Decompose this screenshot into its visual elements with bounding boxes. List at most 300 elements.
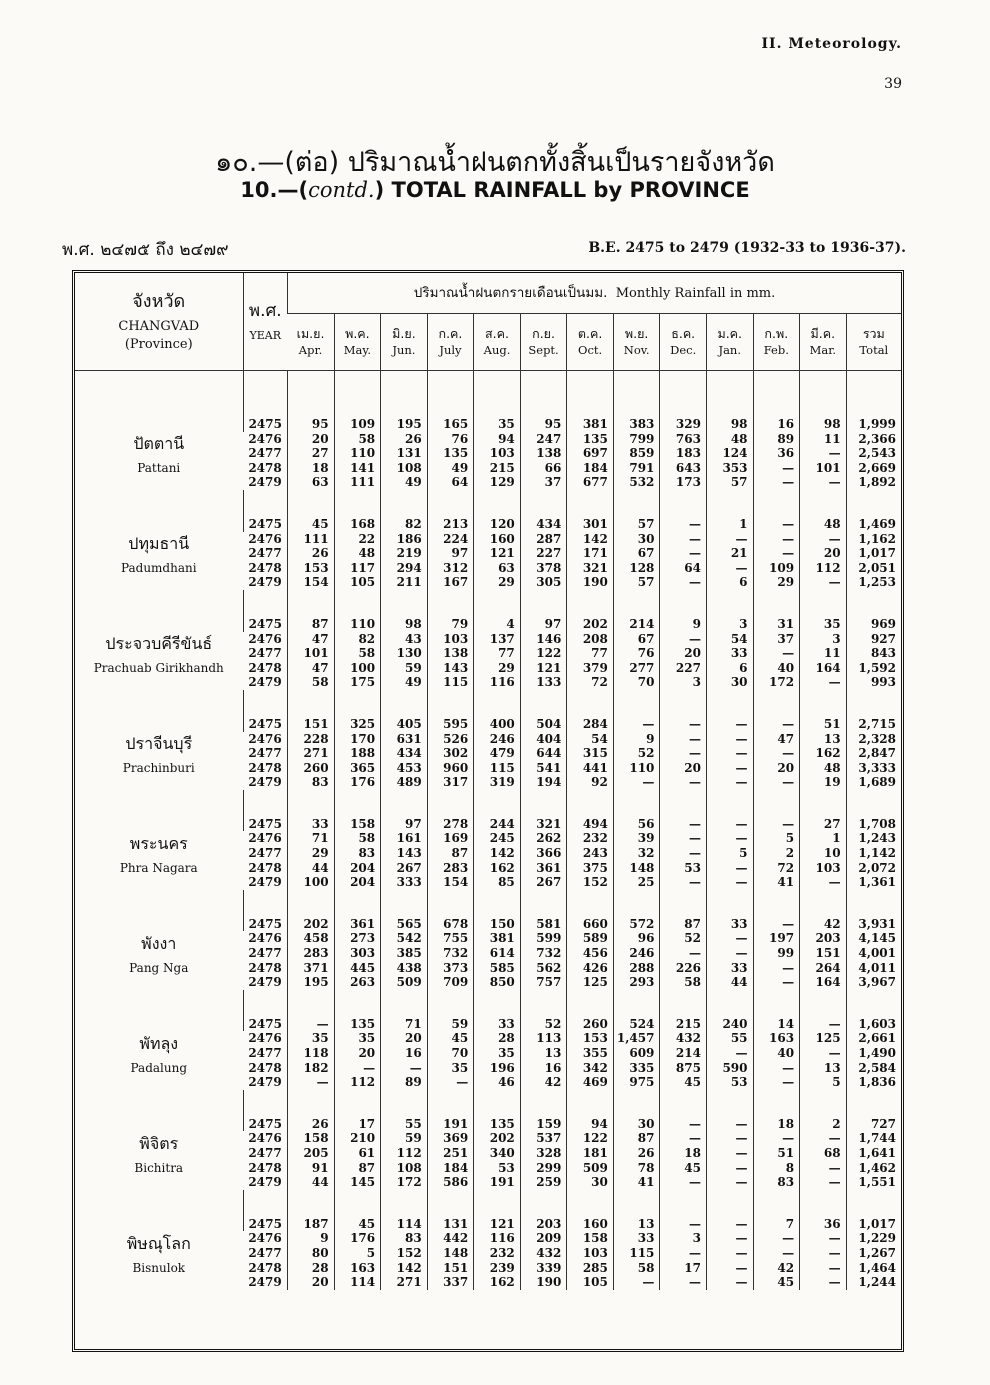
month-header-english: May. <box>343 342 371 357</box>
spacer-cell <box>613 790 660 817</box>
rainfall-cell: 71 <box>381 1017 428 1032</box>
rainfall-cell: — <box>660 732 707 747</box>
rainfall-cell: 145 <box>334 1175 381 1190</box>
total-cell: 1,469 <box>846 517 901 532</box>
rainfall-cell: 271 <box>288 746 335 761</box>
rainfall-cell: 78 <box>613 1161 660 1176</box>
rainfall-cell: 54 <box>706 632 753 647</box>
title-thai: ๑๐.—(ต่อ) ปริมาณน้ำฝนตกทั้งสิ้นเป็นรายจังหวัด <box>215 147 775 178</box>
title-contd: contd. <box>308 178 375 202</box>
rainfall-cell: 333 <box>381 875 428 890</box>
rainfall-cell: 273 <box>334 931 381 946</box>
rainfall-cell: 29 <box>753 575 800 590</box>
rainfall-cell: 56 <box>613 817 660 832</box>
rainfall-cell: 103 <box>567 1246 614 1261</box>
rainfall-cell: 168 <box>334 517 381 532</box>
total-cell: 2,051 <box>846 561 901 576</box>
spacer-cell <box>753 490 800 517</box>
rainfall-cell: — <box>800 1231 847 1246</box>
total-cell: 727 <box>846 1117 901 1132</box>
spacer-cell <box>753 590 800 617</box>
rainfall-cell: 400 <box>474 717 521 732</box>
rainfall-cell: — <box>660 946 707 961</box>
rainfall-cell: — <box>753 475 800 490</box>
month-header-thai: เม.ย. <box>296 325 325 341</box>
province-cell <box>75 417 243 490</box>
rainfall-cell: — <box>706 1275 753 1290</box>
rainfall-cell: 165 <box>427 417 474 432</box>
spacer-cell <box>334 690 381 717</box>
rainfall-cell: 103 <box>427 632 474 647</box>
rainfall-cell: 124 <box>706 446 753 461</box>
spacer-cell <box>706 1090 753 1117</box>
rainfall-cell: — <box>660 1217 707 1232</box>
spacer-cell <box>243 1190 288 1217</box>
rainfall-cell: 71 <box>288 831 335 846</box>
rainfall-cell: 453 <box>381 761 428 776</box>
month-header-english: Oct. <box>578 342 603 357</box>
province-name-thai: ประจวบคีรีขันธ์ <box>105 633 213 653</box>
rainfall-cell: 960 <box>427 761 474 776</box>
total-cell: 1,267 <box>846 1246 901 1261</box>
spacer-cell <box>660 371 707 418</box>
rainfall-cell: 108 <box>381 461 428 476</box>
rainfall-cell: 45 <box>753 1275 800 1290</box>
rainfall-cell: — <box>334 1061 381 1076</box>
rainfall-cell: — <box>706 861 753 876</box>
rainfall-cell: 48 <box>800 517 847 532</box>
rainfall-cell: 29 <box>474 661 521 676</box>
rainfall-cell: 87 <box>334 1161 381 1176</box>
rainfall-cell: — <box>753 917 800 932</box>
rainfall-cell: 146 <box>520 632 567 647</box>
rainfall-cell: 43 <box>381 632 428 647</box>
rainfall-cell: — <box>753 532 800 547</box>
rainfall-cell: 131 <box>381 446 428 461</box>
spacer-cell <box>846 890 901 917</box>
rainfall-cell: 55 <box>381 1117 428 1132</box>
rainfall-cell: 504 <box>520 717 567 732</box>
spacer-cell <box>520 1190 567 1217</box>
rainfall-cell: — <box>753 461 800 476</box>
rainfall-cell: 191 <box>427 1117 474 1132</box>
rainfall-cell: 159 <box>520 1117 567 1132</box>
rainfall-cell: 48 <box>706 432 753 447</box>
rainfall-cell: 110 <box>334 617 381 632</box>
rainfall-cell: 98 <box>800 417 847 432</box>
rainfall-cell: 172 <box>753 675 800 690</box>
rainfall-cell: 572 <box>613 917 660 932</box>
month-header <box>846 314 901 371</box>
month-header-english: Mar. <box>809 342 837 357</box>
rainfall-cell: 79 <box>427 617 474 632</box>
rainfall-cell: 288 <box>613 961 660 976</box>
rainfall-cell: 76 <box>427 432 474 447</box>
month-header-english: Feb. <box>763 342 789 357</box>
rainfall-cell: 53 <box>474 1161 521 1176</box>
table-row <box>75 917 901 932</box>
spacer-cell <box>381 371 428 418</box>
rainfall-cell: 53 <box>706 1075 753 1090</box>
rainfall-cell: 113 <box>520 1031 567 1046</box>
rainfall-cell: 263 <box>334 975 381 990</box>
year-cell: 2478 <box>248 1060 282 1075</box>
year-cell: 2476 <box>248 431 282 446</box>
rainfall-cell: 479 <box>474 746 521 761</box>
rainfall-cell: 211 <box>381 575 428 590</box>
month-header-thai: ส.ค. <box>485 325 509 341</box>
rainfall-cell: 26 <box>613 1146 660 1161</box>
rainfall-cell: 7 <box>753 1217 800 1232</box>
rainfall-cell: 121 <box>520 661 567 676</box>
rainfall-cell: 70 <box>427 1046 474 1061</box>
rainfall-cell: 138 <box>520 446 567 461</box>
spacer-cell <box>800 990 847 1017</box>
spacer-cell <box>567 1090 614 1117</box>
rainfall-cell: 565 <box>381 917 428 932</box>
spacer-cell <box>613 1190 660 1217</box>
rainfall-cell: 271 <box>381 1275 428 1290</box>
table-row <box>75 1217 901 1232</box>
rainfall-cell: 434 <box>520 517 567 532</box>
rainfall-cell: 405 <box>381 717 428 732</box>
total-cell: 1,551 <box>846 1175 901 1190</box>
spacer-cell <box>800 590 847 617</box>
spacer-cell <box>474 1190 521 1217</box>
rainfall-cell: 72 <box>753 861 800 876</box>
spacer-cell <box>75 990 243 1017</box>
spacer-cell <box>474 890 521 917</box>
year-cell: 2475 <box>243 1117 288 1132</box>
spacer-cell <box>243 590 288 617</box>
total-cell: 3,967 <box>846 975 901 990</box>
rainfall-cell: 16 <box>753 417 800 432</box>
rainfall-cell: 115 <box>474 761 521 776</box>
rainfall-cell: 586 <box>427 1175 474 1190</box>
rainfall-cell: 20 <box>660 646 707 661</box>
month-header-thai: ก.พ. <box>764 325 789 341</box>
total-cell: 1,229 <box>846 1231 901 1246</box>
province-cell <box>75 1217 243 1290</box>
spacer-cell <box>800 1090 847 1117</box>
rainfall-cell: — <box>753 546 800 561</box>
rainfall-cell: 120 <box>474 517 521 532</box>
rainfall-cell: 850 <box>474 975 521 990</box>
rainfall-cell: 509 <box>567 1161 614 1176</box>
rainfall-cell: 202 <box>567 617 614 632</box>
rainfall-cell: 19 <box>800 775 847 790</box>
rainfall-cell: 28 <box>288 1261 335 1276</box>
monthly-rainfall-header: ปริมาณน้ำฝนตกรายเดือนเป็นมม. Monthly Rainfall in mm. <box>288 273 901 314</box>
province-name-thai: ปราจีนบุรี <box>125 733 193 753</box>
spacer-cell <box>288 1190 335 1217</box>
rainfall-cell: 153 <box>288 561 335 576</box>
rainfall-cell: 137 <box>474 632 521 647</box>
rainfall-cell: 246 <box>474 732 521 747</box>
rainfall-cell: 96 <box>613 931 660 946</box>
rainfall-cell: 5 <box>334 1246 381 1261</box>
rainfall-cell: 54 <box>567 732 614 747</box>
year-column-header: พ.ศ. YEAR <box>243 273 288 371</box>
rainfall-cell: 77 <box>567 646 614 661</box>
rainfall-cell: 301 <box>567 517 614 532</box>
spacer-cell <box>288 690 335 717</box>
rainfall-cell: — <box>660 775 707 790</box>
rainfall-cell: 365 <box>334 761 381 776</box>
province-name-english: Padalung <box>130 1060 188 1075</box>
rainfall-cell: 171 <box>567 546 614 561</box>
rainfall-cell: 27 <box>800 817 847 832</box>
spacer-cell <box>613 1090 660 1117</box>
rainfall-cell: 41 <box>613 1175 660 1190</box>
rainfall-cell: 260 <box>567 1017 614 1032</box>
rainfall-cell: 143 <box>381 846 428 861</box>
rainfall-cell: 153 <box>567 1031 614 1046</box>
spacer-cell <box>334 590 381 617</box>
rainfall-cell: 130 <box>381 646 428 661</box>
rainfall-cell: 29 <box>288 846 335 861</box>
rainfall-cell: 115 <box>613 1246 660 1261</box>
province-name-thai: พิษณุโลก <box>126 1233 191 1253</box>
rainfall-cell: 94 <box>474 432 521 447</box>
year-cell: 2478 <box>248 660 282 675</box>
rainfall-cell: 562 <box>520 961 567 976</box>
rainfall-cell: 585 <box>474 961 521 976</box>
month-header-thai: พ.ค. <box>345 325 370 341</box>
rainfall-cell: — <box>706 561 753 576</box>
rainfall-cell: 59 <box>427 1017 474 1032</box>
rainfall-cell: 33 <box>288 817 335 832</box>
province-name-english: Prachinburi <box>122 760 195 775</box>
rainfall-cell: 51 <box>800 717 847 732</box>
spacer-cell <box>800 490 847 517</box>
province-name-english: Bisnulok <box>132 1260 186 1275</box>
rainfall-cell: 432 <box>660 1031 707 1046</box>
spacer-cell <box>381 690 428 717</box>
spacer-cell <box>613 890 660 917</box>
rainfall-cell: — <box>660 717 707 732</box>
rainfall-cell: 315 <box>567 746 614 761</box>
year-cell: 2477 <box>248 1245 282 1260</box>
total-cell: 4,001 <box>846 946 901 961</box>
rainfall-cell: 49 <box>381 475 428 490</box>
rainfall-cell: 369 <box>427 1131 474 1146</box>
spacer-cell <box>243 690 288 717</box>
rainfall-cell: — <box>660 575 707 590</box>
rainfall-cell: 445 <box>334 961 381 976</box>
spacer-cell <box>427 990 474 1017</box>
month-header <box>660 314 707 371</box>
rainfall-cell: — <box>660 817 707 832</box>
rainfall-cell: 13 <box>800 1061 847 1076</box>
rainfall-cell: 9 <box>613 732 660 747</box>
spacer-cell <box>753 371 800 418</box>
rainfall-cell: 49 <box>427 461 474 476</box>
rainfall-cell: 154 <box>288 575 335 590</box>
rainfall-cell: — <box>660 1131 707 1146</box>
year-cell: 2477 <box>248 946 282 961</box>
rainfall-cell: — <box>753 1061 800 1076</box>
total-cell: 2,328 <box>846 732 901 747</box>
rainfall-cell: 151 <box>288 717 335 732</box>
rainfall-cell: 283 <box>288 946 335 961</box>
rainfall-cell: 121 <box>474 546 521 561</box>
month-header-thai: ม.ค. <box>717 325 743 341</box>
rainfall-cell: 53 <box>660 861 707 876</box>
month-header-english: Total <box>859 342 889 357</box>
rainfall-cell: — <box>660 875 707 890</box>
spacer-cell <box>427 490 474 517</box>
year-cell: 2478 <box>248 1260 282 1275</box>
province-cell <box>75 1117 243 1190</box>
rainfall-cell: 35 <box>800 617 847 632</box>
rainfall-cell: 188 <box>334 746 381 761</box>
rainfall-cell: 35 <box>288 1031 335 1046</box>
rainfall-cell: 294 <box>381 561 428 576</box>
rainfall-cell: 116 <box>474 675 521 690</box>
rainfall-cell: — <box>706 1131 753 1146</box>
year-cell: 2477 <box>248 546 282 561</box>
spacer-cell <box>75 890 243 917</box>
rainfall-cell: 215 <box>474 461 521 476</box>
rainfall-cell: 5 <box>706 846 753 861</box>
spacer-cell <box>846 1190 901 1217</box>
rainfall-cell: — <box>706 1161 753 1176</box>
rainfall-cell: 285 <box>567 1261 614 1276</box>
total-cell: 2,715 <box>846 717 901 732</box>
month-header <box>288 314 335 371</box>
spacer-cell <box>660 1090 707 1117</box>
rainfall-cell: 187 <box>288 1217 335 1232</box>
month-header-english: Jan. <box>718 342 741 357</box>
year-cell: 2479 <box>248 1075 282 1090</box>
rainfall-cell: 251 <box>427 1146 474 1161</box>
province-cell <box>75 817 243 890</box>
rainfall-cell: 135 <box>474 1117 521 1132</box>
month-header <box>706 314 753 371</box>
rainfall-cell: 169 <box>427 831 474 846</box>
spacer-cell <box>520 371 567 418</box>
rainfall-cell: — <box>753 1075 800 1090</box>
rainfall-cell: 321 <box>520 817 567 832</box>
rainfall-cell: 160 <box>567 1217 614 1232</box>
rainfall-cell: 175 <box>334 675 381 690</box>
rainfall-cell: 21 <box>706 546 753 561</box>
rainfall-cell: — <box>706 1175 753 1190</box>
rainfall-cell: 16 <box>381 1046 428 1061</box>
rainfall-cell: 16 <box>520 1061 567 1076</box>
rainfall-cell: 105 <box>567 1275 614 1290</box>
year-cell: 2476 <box>248 631 282 646</box>
rainfall-cell: 64 <box>427 475 474 490</box>
rainfall-cell: 99 <box>753 946 800 961</box>
total-cell: 1,253 <box>846 575 901 590</box>
rainfall-cell: 76 <box>613 646 660 661</box>
rainfall-cell: 59 <box>381 661 428 676</box>
rainfall-cell: 677 <box>567 475 614 490</box>
spacer-cell <box>800 1190 847 1217</box>
rainfall-cell: 432 <box>520 1246 567 1261</box>
province-name-english: Pang Nga <box>129 960 189 975</box>
rainfall-cell: 4 <box>474 617 521 632</box>
rainfall-cell: 103 <box>474 446 521 461</box>
rainfall-cell: 278 <box>427 817 474 832</box>
rainfall-cell: 31 <box>753 617 800 632</box>
rainfall-cell: — <box>706 1146 753 1161</box>
rainfall-cell: 214 <box>660 1046 707 1061</box>
running-header: II. Meteorology. <box>761 36 902 52</box>
rainfall-cell: 142 <box>381 1261 428 1276</box>
spacer-cell <box>613 371 660 418</box>
rainfall-cell: 245 <box>474 831 521 846</box>
rainfall-cell: 267 <box>381 861 428 876</box>
year-cell: 2477 <box>248 846 282 861</box>
total-cell: 4,145 <box>846 931 901 946</box>
rainfall-cell: — <box>660 532 707 547</box>
rainfall-cell: 381 <box>474 931 521 946</box>
year-cell: 2476 <box>248 831 282 846</box>
rainfall-cell: 678 <box>427 917 474 932</box>
province-name-english: Padumdhani <box>120 560 197 575</box>
rainfall-cell: 39 <box>613 831 660 846</box>
rainfall-cell: — <box>660 632 707 647</box>
rainfall-cell: 3 <box>660 1231 707 1246</box>
spacer-cell <box>660 790 707 817</box>
rainfall-cell: 182 <box>288 1061 335 1076</box>
rainfall-cell: 183 <box>660 446 707 461</box>
rainfall-cell: 44 <box>288 1175 335 1190</box>
spacer-cell <box>660 1190 707 1217</box>
rainfall-cell: 8 <box>753 1161 800 1176</box>
rainfall-cell: 232 <box>567 831 614 846</box>
rainfall-cell: 321 <box>567 561 614 576</box>
spacer-cell <box>243 371 288 418</box>
rainfall-cell: 755 <box>427 931 474 946</box>
rainfall-cell: — <box>706 1231 753 1246</box>
rainfall-cell: 458 <box>288 931 335 946</box>
rainfall-cell: 209 <box>520 1231 567 1246</box>
spacer-cell <box>474 371 521 418</box>
month-header-english: Apr. <box>298 342 323 357</box>
rainfall-cell: 45 <box>288 517 335 532</box>
year-cell: 2478 <box>248 760 282 775</box>
province-name-thai: พระนคร <box>129 833 188 853</box>
rainfall-cell: 329 <box>660 417 707 432</box>
total-cell: 2,543 <box>846 446 901 461</box>
spacer-cell <box>520 590 567 617</box>
rainfall-cell: 205 <box>288 1146 335 1161</box>
rainfall-cell: 542 <box>381 931 428 946</box>
rainfall-cell: 213 <box>427 517 474 532</box>
province-cell <box>75 517 243 590</box>
table-row <box>75 517 901 532</box>
rainfall-cell: 660 <box>567 917 614 932</box>
spacer-cell <box>474 690 521 717</box>
rainfall-cell: 37 <box>520 475 567 490</box>
rainfall-cell: 125 <box>567 975 614 990</box>
rainfall-cell: 2 <box>753 846 800 861</box>
rainfall-cell: 509 <box>381 975 428 990</box>
rainfall-cell: 89 <box>753 432 800 447</box>
rainfall-cell: — <box>800 1275 847 1290</box>
rainfall-cell: 532 <box>613 475 660 490</box>
spacer-cell <box>520 790 567 817</box>
rainfall-cell: — <box>800 575 847 590</box>
rainfall-cell: 589 <box>567 931 614 946</box>
rainfall-cell: 11 <box>800 432 847 447</box>
total-cell: 1,462 <box>846 1161 901 1176</box>
rainfall-cell: 469 <box>567 1075 614 1090</box>
